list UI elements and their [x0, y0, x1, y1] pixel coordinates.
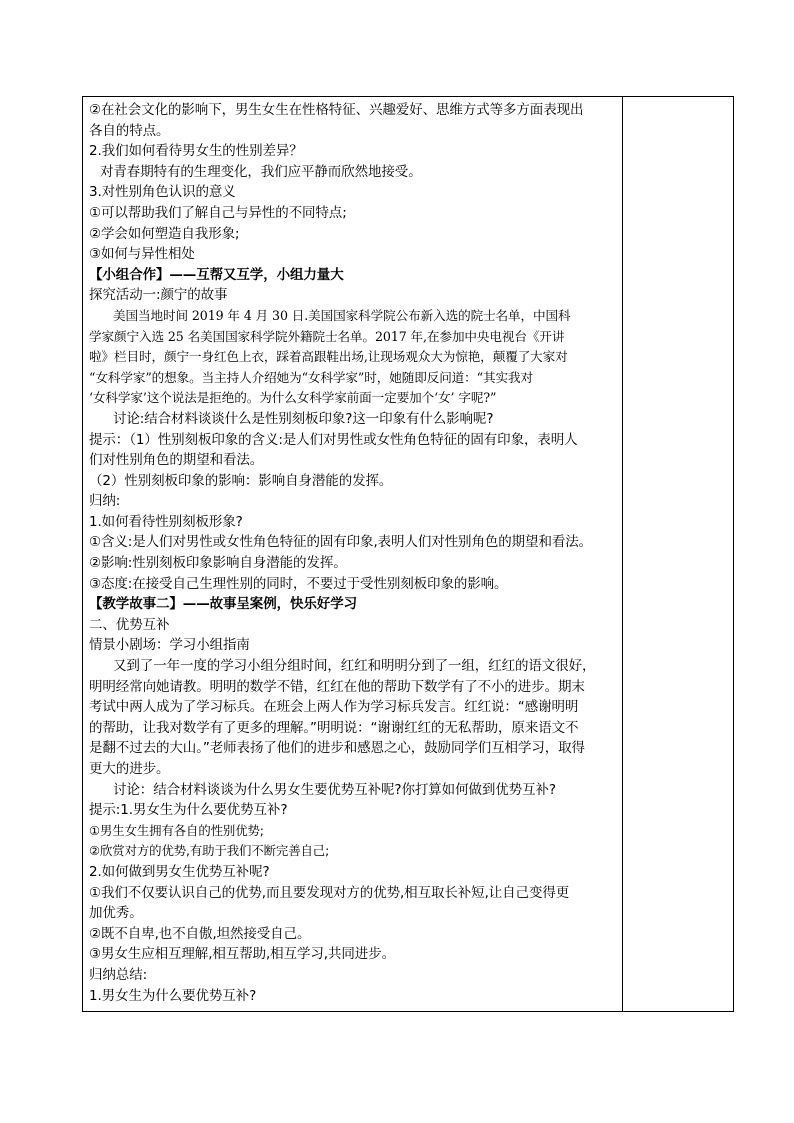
- list-item: ②欣赏对方的优势,有助于我们不断完善自己;: [89, 843, 330, 859]
- list-item: ②影响:性别刻板印象影响自身潜能的发挥。: [89, 555, 347, 572]
- text-line: 加优秀。: [89, 905, 143, 922]
- scene-title: 情景小剧场：学习小组指南: [89, 637, 250, 654]
- list-item: ③男女生应相互理解,相互帮助,相互学习,共同进步。: [89, 946, 395, 963]
- text-line: ②在社会文化的影响下，男生女生在性格特征、兴趣爱好、思维方式等多方面表现出: [89, 102, 584, 118]
- column-divider: [622, 97, 623, 1011]
- section-heading: 3.对性别角色认识的意义: [89, 184, 236, 201]
- hint-line: 们对性别角色的期望和看法。: [89, 452, 264, 469]
- text-line: 对青春期特有的生理变化，我们应平静而欣然地接受。: [100, 163, 422, 180]
- hint-line: 提示：（1）性别刻板印象的含义:是人们对男性或女性角色特征的固有印象，表明人: [89, 431, 578, 448]
- section-heading: 二、优势互补: [89, 616, 170, 633]
- story-line: 又到了一年一度的学习小组分组时间，红红和明明分到了一组，红红的语文很好，: [113, 658, 596, 675]
- lesson-content-cell: [89, 100, 617, 1006]
- text-line: 各自的特点。: [89, 122, 170, 139]
- question-heading: 2.如何做到男女生优势互补呢?: [89, 863, 270, 880]
- hint-line: （2）性别刻板印象的影响：影响自身潜能的发挥。: [89, 472, 393, 489]
- question-heading: 1.如何看待性别刻板形象?: [89, 513, 243, 530]
- list-item: ①可以帮助我们了解自己与异性的不同特点;: [89, 204, 347, 221]
- hint-line: 提示:1.男女生为什么要优势互补?: [89, 802, 288, 819]
- story-line: “女科学家”的想象。当主持人介绍她为“女科学家”时，她随即反问道：“其实我对: [89, 369, 533, 385]
- list-item: ②学会如何塑造自我形象;: [89, 225, 240, 242]
- list-item: ①男生女生拥有各自的性别优势;: [89, 822, 264, 838]
- story-line: ‘女科学家’这个说法是拒绝的。为什么女科学家前面一定要加个‘女’ 字呢?”: [89, 390, 497, 406]
- discussion-prompt: 讨论：结合材料谈谈为什么男女生要优势互补呢?你打算如何做到优势互补?: [113, 781, 556, 798]
- list-item: ①含义:是人们对男性或女性角色特征的固有印象,表明人们对性别角色的期望和看法。: [89, 534, 593, 551]
- story-line: 啦》栏目时，颜宁一身红色上衣，踩着高跟鞋出场,让现场观众大为惊艳，颠覆了大家对: [89, 349, 568, 365]
- story-line: 是翻不过去的大山。”老师表扬了他们的进步和感恩之心，鼓励同学们互相学习，取得: [89, 740, 585, 757]
- story-line: 的帮助，让我对数学有了更多的理解。”明明说：“谢谢红红的无私帮助，原来语文不: [89, 719, 579, 736]
- question-heading: 2.我们如何看待男女生的性别差异？: [89, 143, 303, 160]
- discussion-prompt: 讨论:结合材料谈谈什么是性别刻板印象?这一印象有什么影响呢?: [113, 410, 494, 427]
- story-line: 学家颜宁入选 25 名美国国家科学院外籍院士名单。2017 年,在参加中央电视台《开讲: [89, 328, 565, 344]
- summary-label: 归纳:: [89, 493, 121, 510]
- list-item: ②既不自卑,也不自傲,坦然接受自己。: [89, 925, 311, 942]
- list-item: ③态度:在接受自己生理性别的同时，不要过于受性别刻板印象的影响。: [89, 575, 508, 592]
- list-item: ①我们不仅要认识自己的优势,而且要发现对方的优势,相互取长补短,让自己变得更: [89, 884, 570, 901]
- story-line: 考试中两人成为了学习标兵。在班会上两人作为学习标兵发言。红红说：“感谢明明: [89, 699, 579, 716]
- teaching-story-heading: 【教学故事二】——故事呈案例，快乐好学习: [89, 596, 357, 613]
- summary-label: 归纳总结:: [89, 966, 148, 983]
- activity-title: 探究活动一:颜宁的故事: [89, 287, 228, 304]
- lesson-table: [82, 96, 734, 1012]
- story-line: 明明经常向她请教。明明的数学不错，红红在他的帮助下数学有了不小的进步。期末: [89, 678, 585, 695]
- question-heading: 1.男女生为什么要优势互补?: [89, 987, 257, 1004]
- group-cooperation-heading: 【小组合作】——互帮又互学，小组力量大: [89, 266, 344, 283]
- story-line: 美国当地时间 2019 年 4 月 30 日.美国国家科学院公布新入选的院士名单，中国科: [113, 307, 571, 323]
- list-item: ③如何与异性相处: [89, 246, 195, 263]
- story-line: 更大的进步。: [89, 761, 170, 777]
